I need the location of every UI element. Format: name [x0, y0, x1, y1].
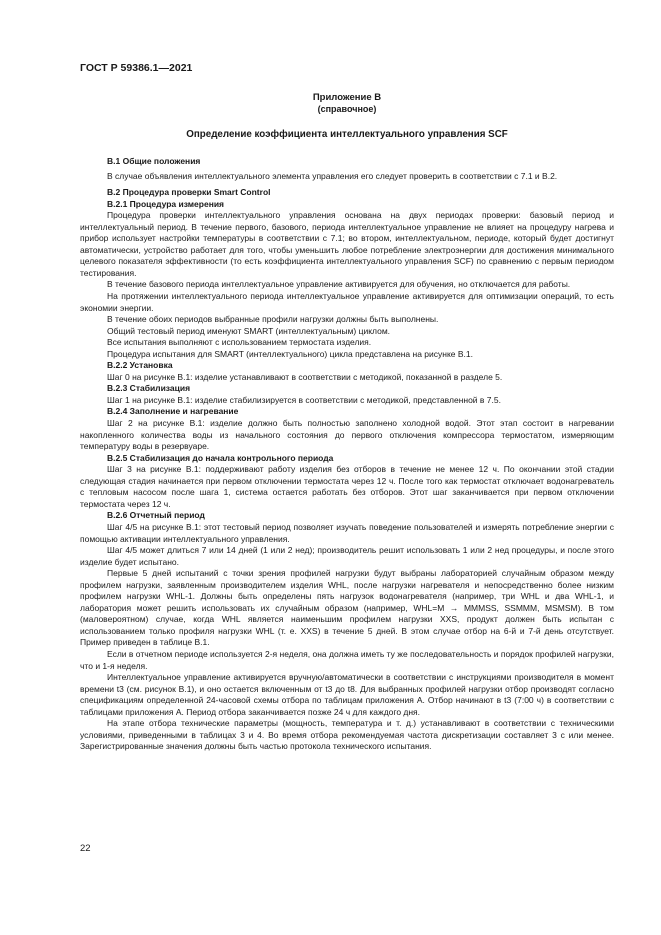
section-heading-b22: В.2.2 Установка: [107, 360, 173, 371]
paragraph: В течение базового периода интеллектуальное управление активируется для обучения, но отключается для работы.: [107, 279, 571, 290]
section-heading-b2: В.2 Процедура проверки Smart Control: [107, 187, 271, 198]
paragraph: Если в отчетном периоде используется 2-я неделя, она должна иметь ту же последовательность и порядок профилей нагрузки, что и 1-я неделя.: [80, 648, 614, 671]
paragraph: Шаг 4/5 на рисунке В.1: этот тестовый период позволяет изучать поведение пользователей и измерять потребление энергии с помощью активации интеллектуального управления.: [80, 521, 614, 544]
paragraph: Шаг 3 на рисунке В.1: поддерживают работу изделия без отборов в течение не менее 12 ч. По окончании этой стадии следующая стадия начинается при первом отключении термостата через 12 ч. После того как термостат отключает водонагреватель с тепловым насосом после шага 1, система остается работать без отборов. Этот шаг заканчивается при первом отключении термостата через 12 ч.: [80, 464, 614, 509]
paragraph: Шаг 4/5 может длиться 7 или 14 дней (1 или 2 нед); производитель решит использовать 1 или 2 нед процедуры, и после этого изделие будет испытано.: [80, 545, 614, 567]
section-heading-b21: В.2.1 Процедура измерения: [107, 198, 225, 209]
standard-number: ГОСТ Р 59386.1—2021: [80, 62, 193, 74]
document-body: [80, 156, 614, 753]
paragraph: Шаг 1 на рисунке В.1: изделие стабилизируется в соответствии с методикой, представленной в 7.5.: [107, 394, 501, 405]
paragraph: Шаг 2 на рисунке В.1: изделие должно быть полностью заполнено холодной водой. Этот этап состоит в нагревании накопленного количества воды из начального состояния до первого отключения компрессора термостатом, измеряющим температуру воды в резервуаре.: [80, 418, 614, 452]
paragraph: В случае объявления интеллектуального элемента управления его следует проверить в соответствии с 7.1 и В.2.: [107, 170, 558, 181]
paragraph: Первые 5 дней испытаний с точки зрения профилей нагрузки будут выбраны лабораторией случайным образом между профилем нагрузки, заявленным производителем изделия WHL, после нагрузки нагревателя и непосредственно более низким профилем нагрузки WHL-1. Должны быть определены пять нагрузок водонагревателя (например, три WHL и два WHL-1, и лаборатория может решить использовать их случайным образом (например, WHL=M → MMMSS, SSMMM, MSMSM). В том (маловероятном) случае, когда WHL является наименьшим профилем нагрузки XXS, продукт должен быть испытан с использованием только профиля нагрузки WHL (т. е. XXS) в течение 5 дней. В этом случае отбор на 6-й и 7-й день отсутствует. Пример приведен в таблице В.1.: [80, 568, 614, 648]
section-heading-b26: В.2.6 Отчетный период: [107, 510, 205, 521]
section-heading-b24: В.2.4 Заполнение и нагревание: [107, 406, 239, 417]
page-number: 22: [80, 843, 91, 854]
paragraph: Шаг 0 на рисунке В.1: изделие устанавливают в соответствии с методикой, показанной в разделе 5.: [107, 371, 503, 382]
paragraph: На протяжении интеллектуального периода интеллектуальное управление активируется для оптимизации операций, то есть экономии энергии.: [80, 291, 614, 313]
appendix-label: Приложение В: [312, 92, 382, 103]
appendix-type: (справочное): [317, 104, 377, 114]
paragraph: Процедура испытания для SMART (интеллектуального) цикла представлена на рисунке В.1.: [107, 348, 473, 359]
paragraph: Интеллектуальное управление активируется вручную/автоматически в соответствии с инструкциями производителя в момент времени t3 (см. рисунок В.1), и оно остается включенным от t3 до t8. Для выбранных профилей нагрузки отбор производят согласно спецификациям определенной 24-часовой схемы отбора по таблицам приложения А. Отбор начинают в t3 (7:00 ч) в соответствии с таблицами приложения А. Период отбора заканчивается позже 24 ч для каждого дня.: [80, 672, 614, 717]
section-heading-b23: В.2.3 Стабилизация: [107, 383, 191, 394]
section-heading-b1: В.1 Общие положения: [107, 156, 201, 166]
section-heading-b25: В.2.5 Стабилизация до начала контрольного периода: [107, 452, 334, 463]
paragraph: Общий тестовый период именуют SMART (интеллектуальным) циклом.: [107, 325, 391, 336]
paragraph: Все испытания выполняют с использованием термостата изделия.: [107, 337, 372, 348]
document-title: Определение коэффициента интеллектуального управления SCF: [186, 129, 508, 140]
paragraph: В течение обоих периодов выбранные профили нагрузки должны быть выполнены.: [107, 314, 439, 325]
paragraph: На этапе отбора технические параметры (мощность, температура и т. д.) устанавливают в соответствии с техническими условиями, приведенными в таблицах 3 и 4. Во время отбора рекомендуемая частота дискретизации составляет 3 с или менее. Зарегистрированные значения должны быть частью протокола технического испытания.: [80, 718, 614, 752]
paragraph: Процедура проверки интеллектуального управления основана на двух периодах проверки: базовый период и интеллектуальный период. В течение первого, базового, периода интеллектуальное управление не влияет на процедуру нагрева и прибор использует настройки температуры в соответствии с 7.1; во втором, интеллектуальном, периоде, который будет достигнут автоматически, устройство работает для того, чтобы уменьшить любое потребление электроэнергии для достижения минимального целевого показателя эффективности (то есть коэффициента интеллектуального управления SCF) по сравнению с первым периодом тестирования.: [80, 210, 614, 278]
